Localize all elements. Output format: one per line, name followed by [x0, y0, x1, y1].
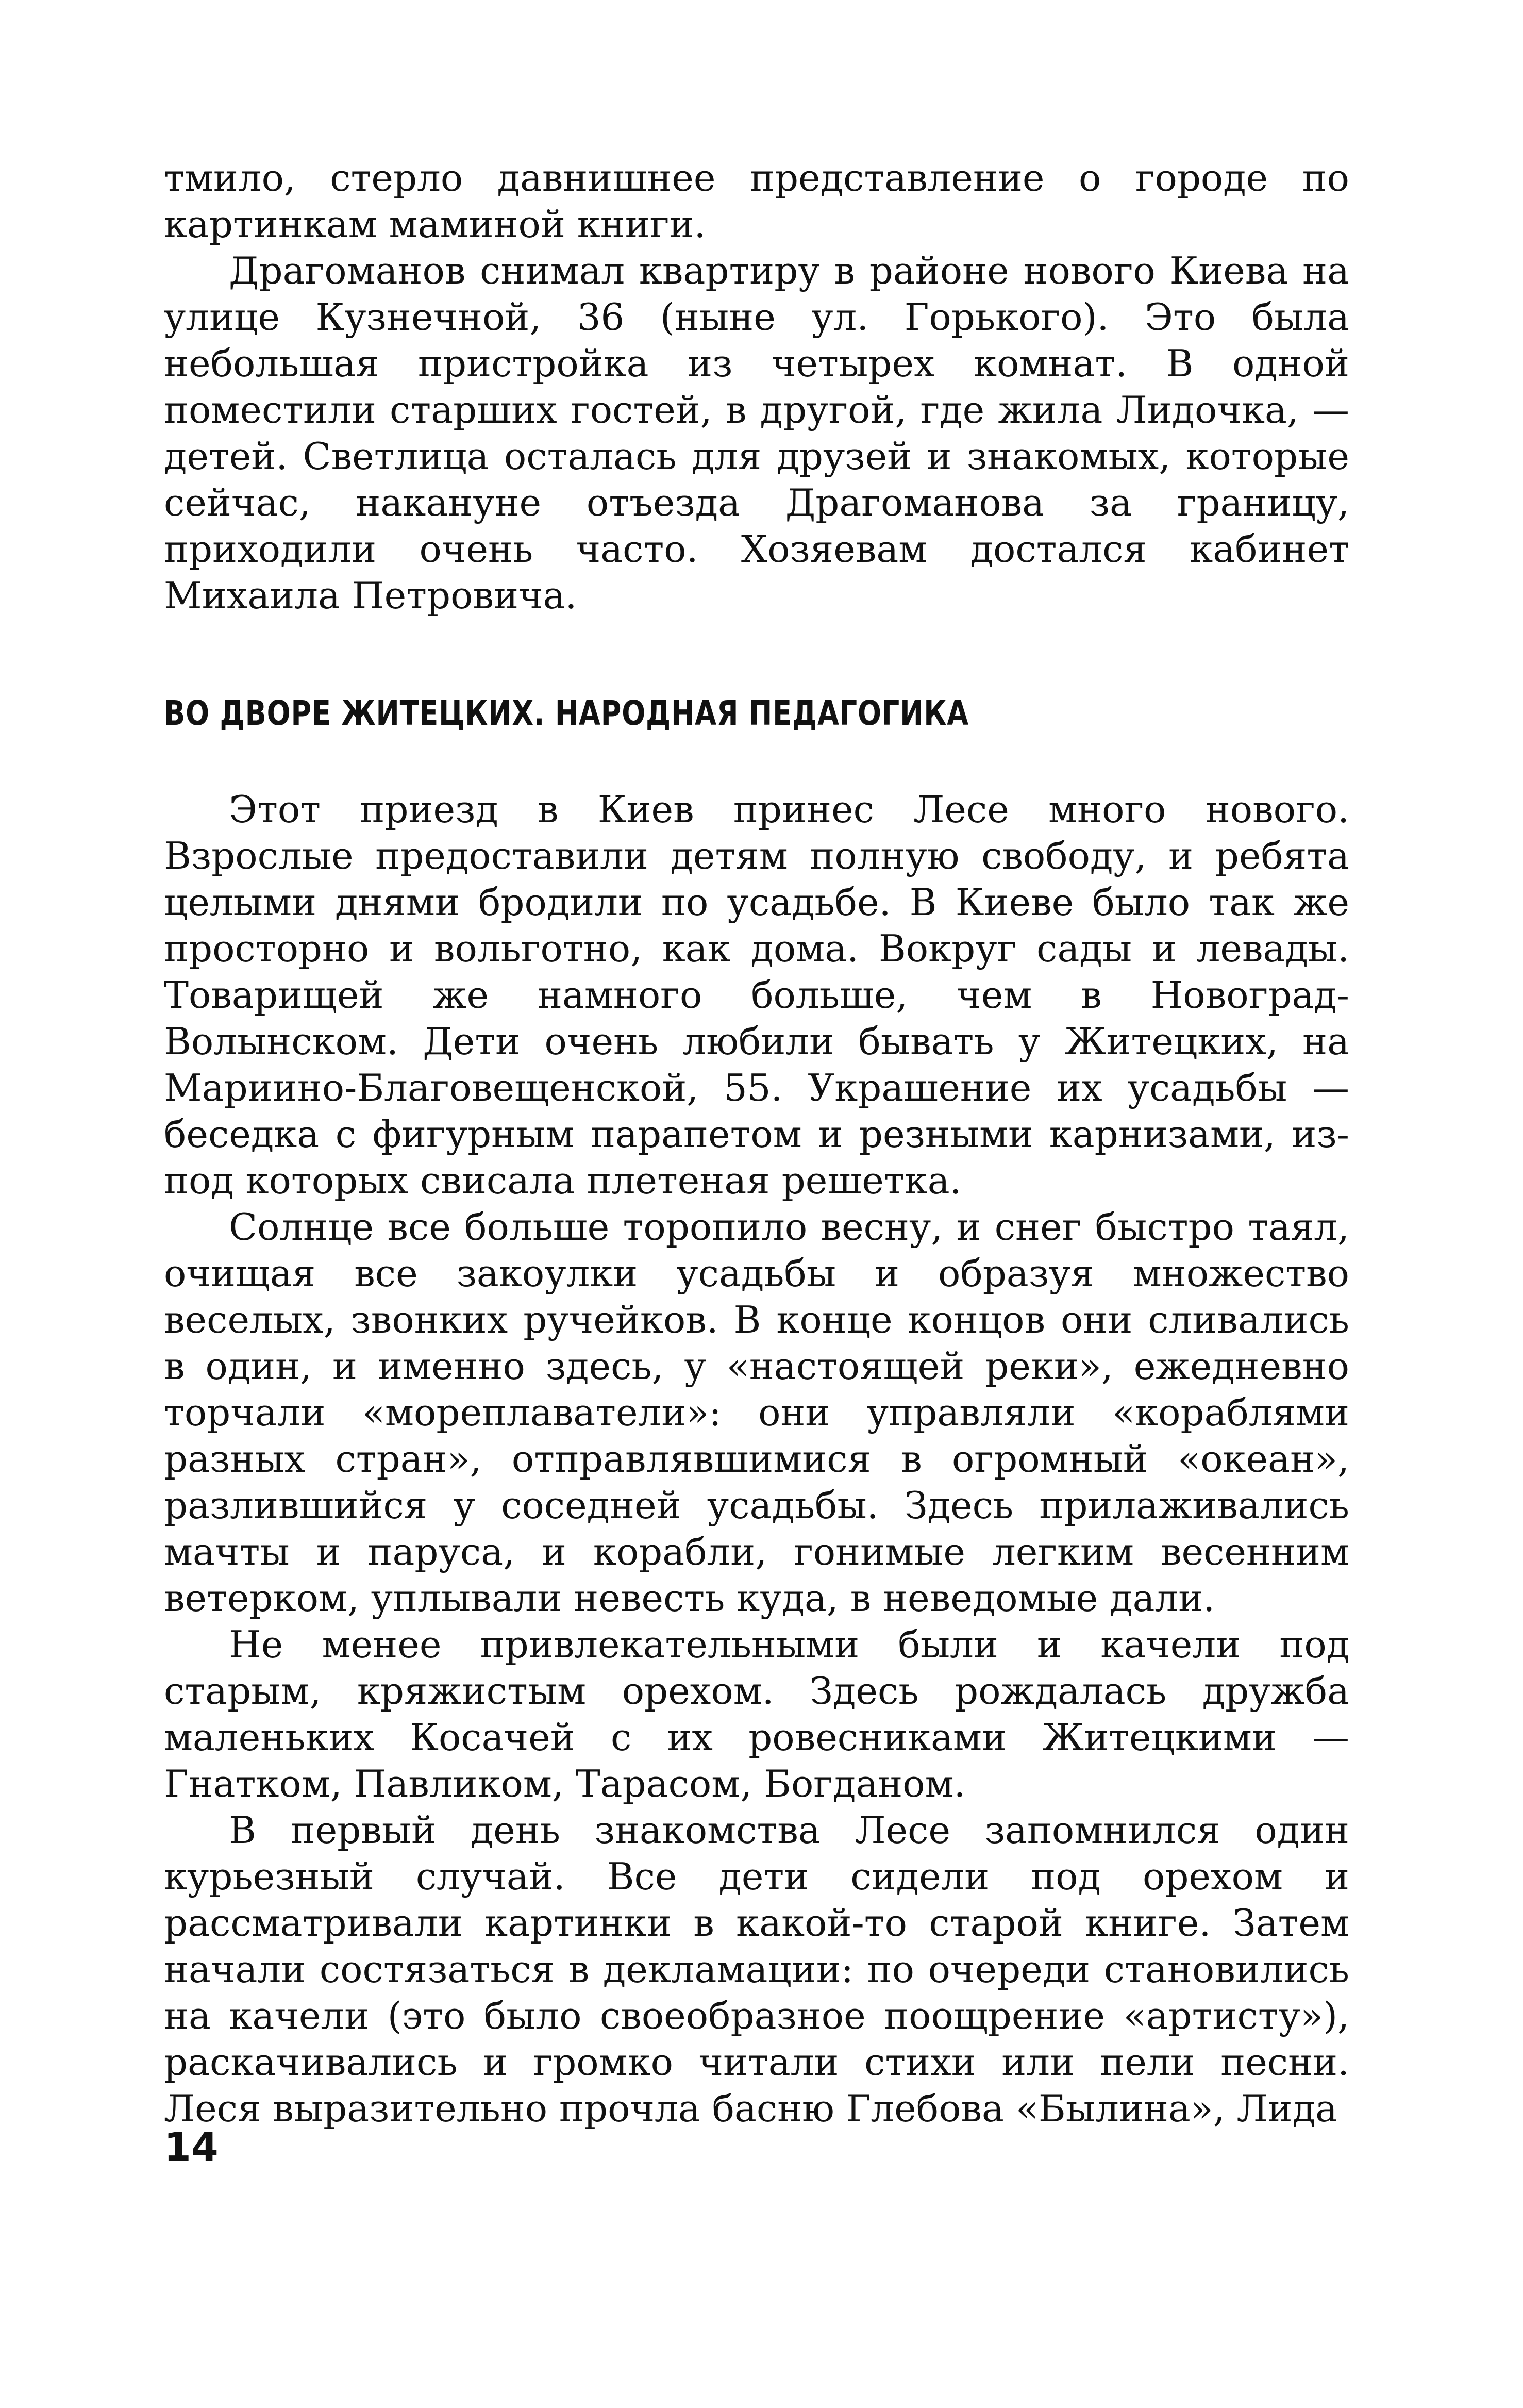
- paragraph-spring-streams: Солнце все больше торопило весну, и снег быстро таял, очищая все закоулки усадьбы и образуя множество веселых, звонких ручейков. В конце концов они сливались в один, и именно здесь, у «настоящей реки», ежедневно торчали «мореплаватели»: они управляли «кораблями разных стран», отправлявшимися в огромный «океан», разлившийся у соседней усадьбы. Здесь прилаживались мачты и паруса, и корабли, гонимые легким весенним ветерком, уплывали невесть куда, в неведомые дали.: [164, 1205, 1349, 1620]
- section-heading: ВО ДВОРЕ ЖИТЕЦКИХ. НАРОДНАЯ ПЕДАГОГИКА: [164, 693, 969, 733]
- paragraph-dragomanov-apartment: Драгоманов снимал квартиру в районе нового Киева на улице Кузнечной, 36 (ныне ул. Горького). Это была небольшая пристройка из четырех комнат. В одной поместили старших гостей, в другой, где жила Лидочка, — детей. Светлица осталась для друзей и знакомых, которые сейчас, накануне отъезда Драгоманова за границу, приходили очень часто. Хозяевам достался кабинет Михаила Петровича.: [164, 249, 1349, 617]
- intro-text: [164, 155, 1349, 619]
- section-body: [164, 786, 1349, 2132]
- paragraph-continuation: тмило, стерло давнишнее представление о городе по картинкам маминой книги.: [164, 156, 1349, 246]
- page-number: 14: [164, 2124, 219, 2170]
- paragraph-kiev-arrival: Этот приезд в Киев принес Лесе много нового. Взрослые предоставили детям полную свободу, и ребята целыми днями бродили по усадьбе. В Киеве было так же просторно и вольготно, как дома. Вокруг сады и левады. Товарищей же намного больше, чем в Новоград-Волынском. Дети очень любили бывать у Житецких, на Мариино-Благовещенской, 55. Украшение их усадьбы — беседка с фигурным парапетом и резными карнизами, из-под которых свисала плетеная решетка.: [164, 788, 1349, 1202]
- paragraph-first-day: В первый день знакомства Лесе запомнился один курьезный случай. Все дети сидели под орехом и рассматривали картинки в какой-то старой книге. Затем начали состязаться в декламации: по очереди становились на качели (это было своеобразное поощрение «артисту»), раскачивались и громко читали стихи или пели песни. Леся выразительно прочла басню Глебова «Былина», Лида: [164, 1808, 1349, 2130]
- paragraph-swing: Не менее привлекательными были и качели под старым, кряжистым орехом. Здесь рождалась дружба маленьких Косачей с их ровесниками Житецкими — Гнатком, Павликом, Тарасом, Богданом.: [164, 1623, 1349, 1805]
